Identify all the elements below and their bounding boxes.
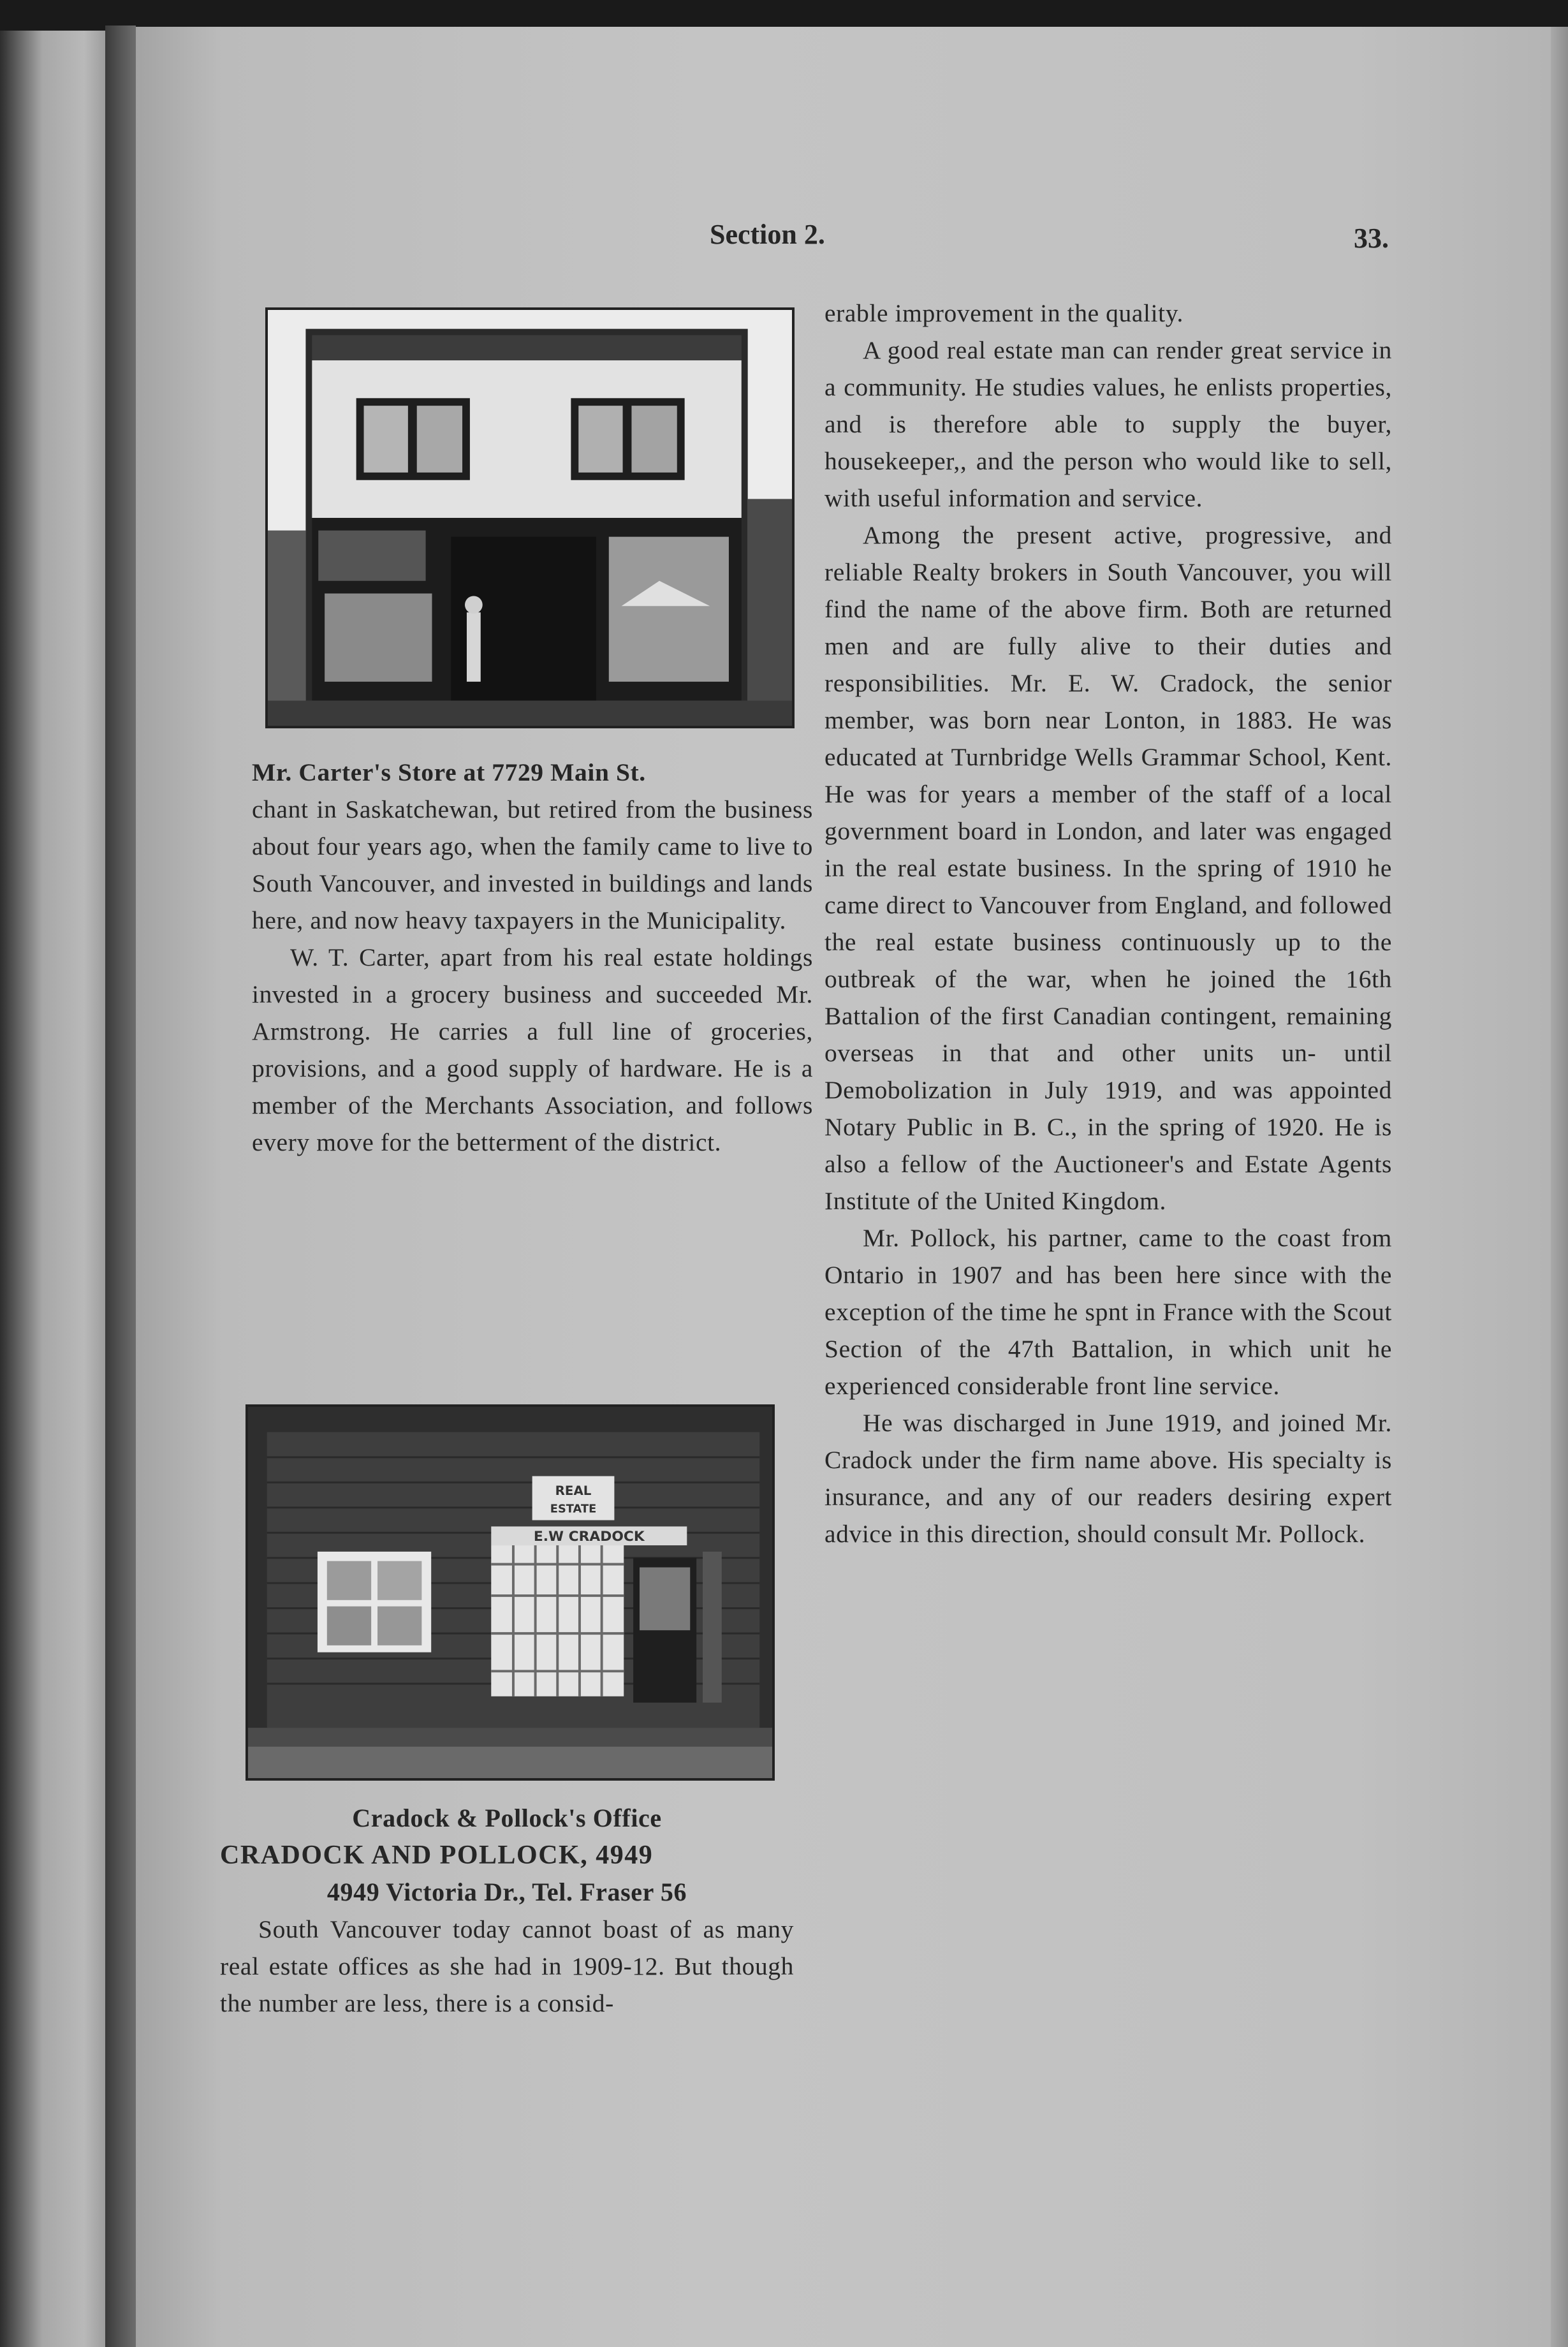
right-paragraph-3: Among the present active, progressive, and reliable Realty brokers in South Vancouver, you will find the name of the above firm. Both are returned men and are fully alive to their duties and responsibilities. Mr. E. W. Cradock, the senior member, was born near Lonton, in 1883. He was educated at Turnbridge Wells Grammar School, Kent. He was for years a member of the staff of a local government board in London, and later was engaged in the real estate business. In the spring of 1910 he came direct to Vancouver from England, and followed the real estate business continuously up to the outbreak of the war, when he joined the 16th Battalion of the first Canadian contingent, remaining overseas in that and other units un- until Demobolization in July 1919, and was appointed Notary Public in B. C., in the spring of 1920. He is also a fellow of the Auctioneer's and Estate Agents Institute of the United Kingdom. [824, 521, 1392, 1215]
book-binding [105, 26, 136, 2347]
page-right-edge [1551, 27, 1568, 2347]
right-column-text [824, 295, 1392, 1552]
left-page-edge [0, 31, 105, 2347]
cradock-office-illustration [248, 1407, 772, 1778]
carter-store-illustration [268, 310, 792, 726]
left-lower-paragraph: South Vancouver today cannot boast of as many real estate offices as she had in 1909-12. But though the number are less, there is a consid- [220, 1915, 794, 2017]
right-paragraph-4: Mr. Pollock, his partner, came to the coast from Ontario in 1907 and has been here since with the exception of the time he spnt in France with the Scout Section of the 47th Battalion, in which unit he experienced considerable front line service. [824, 1224, 1392, 1400]
left-column-text [252, 754, 813, 1161]
left-paragraph-1: chant in Saskatchewan, but retired from the business about four years ago, when the family came to live to South Vancouver, and invested in buildings and lands here, and now heavy taxpayers in the Municipality. [252, 795, 813, 934]
left-paragraph-2: W. T. Carter, apart from his real estate holdings invested in a grocery business and succeeded Mr. Armstrong. He carries a full line of groceries, provisions, and a good supply of hardware. He is a member of the Merchants Association, and follows every move for the betterment of the district. [252, 943, 813, 1156]
carter-store-caption: Mr. Carter's Store at 7729 Main St. [252, 758, 646, 786]
left-column-lower-text [220, 1800, 794, 2022]
page-number: 33. [1354, 223, 1389, 254]
cradock-office-caption: Cradock & Pollock's Office [352, 1804, 662, 1832]
right-paragraph-1: erable improvement in the quality. [824, 299, 1183, 327]
real-estate-sign: REAL [555, 1483, 592, 1499]
firm-address: 4949 Victoria Dr., Tel. Fraser 56 [326, 1878, 687, 1906]
cradock-office-photo [245, 1404, 775, 1781]
section-heading: Section 2. [710, 219, 825, 250]
real-estate-sign-line2: ESTATE [550, 1502, 597, 1516]
scan-top-border [0, 0, 1568, 31]
book-page [136, 27, 1568, 2347]
firm-heading: CRADOCK AND POLLOCK, 4949 [220, 1841, 654, 1870]
carter-store-photo [265, 307, 795, 728]
right-paragraph-2: A good real estate man can render great service in a community. He studies values, he enlists properties, and is therefore able to supply the buyer, housekeeper,, and the person who would like to sell, with useful information and service. [824, 336, 1392, 512]
right-paragraph-5: He was discharged in June 1919, and joined Mr. Cradock under the firm name above. His specialty is insurance, and any of our readers desiring expert advice in this direction, should consult Mr. Pollock. [824, 1409, 1392, 1548]
cradock-name-sign: E.W CRADOCK [533, 1529, 645, 1545]
